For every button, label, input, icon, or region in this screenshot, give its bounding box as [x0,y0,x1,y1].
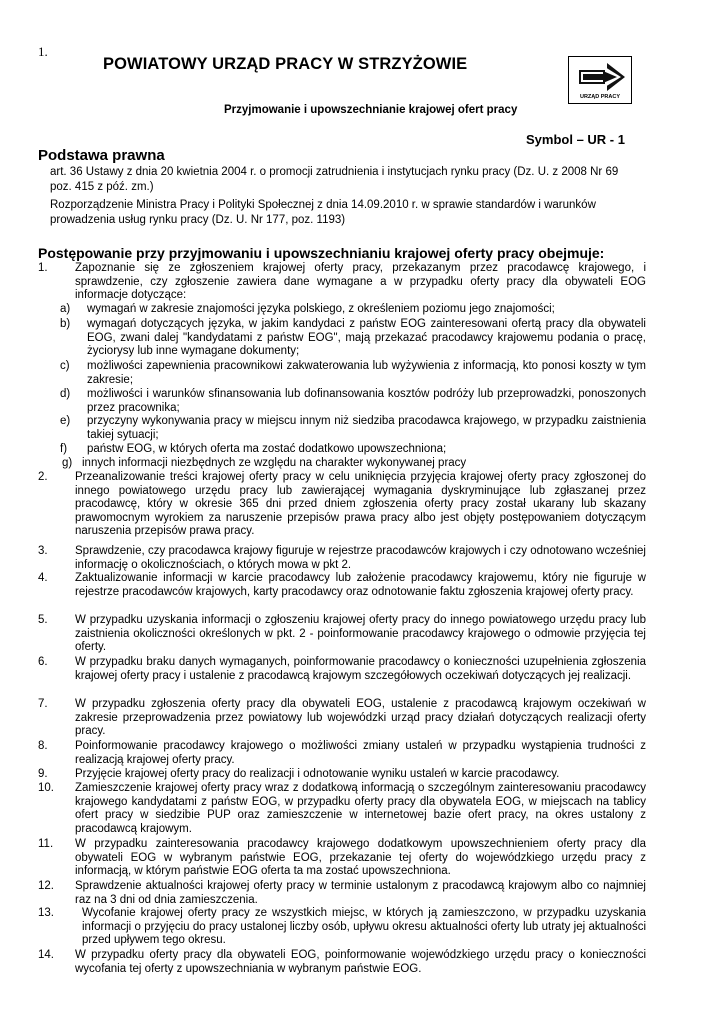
procedure-subitem [60,415,646,442]
procedure-subitem [60,388,646,415]
item-text: Przeanalizowanie treści krajowej oferty pracy w celu uniknięcia przyjęcia krajowej oferty pracy zgłoszonej do innego powiatowego urzędu pracy lub zawierającej wymagania dyskryminujące lub zgłaszanej przez pracodawcę, który w okresie 365 dni przed dniem zgłoszenia oferty pracy został ukarany lub skazany prawomocnym wyrokiem za naruszenie przepisów prawa pracy albo jest objęty postępowaniem dotyczącym naruszenia przepisów prawa pracy. [75,471,646,538]
item-number: 11. [38,838,54,850]
item-text: Przyjęcie krajowej oferty pracy do realizacji i odnotowanie wyniku ustaleń w karcie pracodawcy. [75,768,560,780]
procedure-item [38,782,646,836]
legal-basis-item: art. 36 Ustawy z dnia 20 kwietnia 2004 r. o promocji zatrudnienia i instytucjach rynku pracy (Dz. U. z 2008 Nr 69 poz. 415 z póź. zm.) [50,166,619,193]
procedure-item [38,262,646,303]
item-text: Zamieszczenie krajowej oferty pracy wraz z dodatkową informacją o szczególnym zainteresowaniu pracodawcy krajowego kandydatami z państw EOG, w przypadku oferty pracy dla obywatela EOG, w miejscach na tablicy ofert pracy w siedzibie PUP oraz zamieszczenie w internetowej bazie ofert pracy, na okres ustalony z pracodawcą krajowym. [75,782,646,835]
legal-basis-item: Rozporządzenie Ministra Pracy i Polityki Społecznej z dnia 14.09.2010 r. w sprawie standardów i warunków prowadzenia usług rynku pracy (Dz. U. Nr 177, poz. 1193) [50,199,596,226]
page-title: POWIATOWY URZĄD PRACY W STRZYŻOWIE [103,55,468,73]
item-text: Sprawdzenie, czy pracodawca krajowy figuruje w rejestrze pracodawców krajowych i czy odnotowano wcześniej informację o okolicznościach, o których mowa w pkt 2. [75,545,646,571]
subitem-letter: a) [60,303,71,315]
subitem-text: możliwości i warunków sfinansowania lub dofinansowania kosztów podróży lub przeprowadzki, ponoszonych przez pracownika; [87,388,646,414]
item-number: 14. [38,949,54,961]
item-text: Sprawdzenie aktualności krajowej oferty pracy w terminie ustalonym z pracodawcą krajowym albo co najmniej raz na 3 dni od dnia zamieszczenia. [75,880,646,906]
procedure-item [38,572,646,599]
item-number: 6. [38,656,48,668]
subitem-letter: b) [60,318,71,330]
procedure-subitem [60,443,646,457]
procedure-item [38,614,646,655]
procedure-heading: Postępowanie przy przyjmowaniu i upowszechnianiu krajowej oferty pracy obejmuje: [38,245,605,261]
logo-text: URZĄD PRACY [579,94,621,100]
document-subtitle: Przyjmowanie i upowszechnianie krajowej ofert pracy [224,104,518,116]
subitem-letter: d) [60,388,71,400]
subitem-text: możliwości zapewnienia pracownikowi zakwaterowania lub wyżywienia z informacją, kto ponosi koszty w tym zakresie; [87,360,646,386]
procedure-item [38,656,646,683]
item-text: Poinformowanie pracodawcy krajowego o możliwości zmiany ustaleń w przypadku wystąpienia trudności z realizacją krajowej oferty pracy. [75,740,646,766]
item-text: W przypadku zainteresowania pracodawcy krajowego dodatkowym upowszechnieniem oferty pracy dla obywateli EOG w wybranym państwie EOG, przekazanie tej oferty do wojewódzkiego urzędu pracy z informacją, w którym państwie EOG oferta ta ma zostać upowszechniona. [75,838,646,878]
document-symbol: Symbol – UR - 1 [526,132,625,147]
subitem-letter: f) [60,443,68,455]
item-number: 3. [38,545,48,557]
procedure-item [38,740,646,767]
subitem-text: państw EOG, w których oferta ma zostać dodatkowo upowszechniona; [87,443,447,455]
procedure-subitem [60,318,646,359]
procedure-subitem [62,457,648,471]
item-number: 8. [38,740,48,752]
procedure-subitem [60,303,646,317]
item-number: 1. [38,262,48,274]
item-number: 5. [38,614,48,626]
item-text: W przypadku braku danych wymaganych, poinformowanie pracodawcy o konieczności uzupełnienia zgłoszenia krajowej oferty pracy i ustalenie z pracodawcą krajowym szczegółowych oczekiwań dotyczących jej realizacji. [75,656,646,682]
procedure-subitem [60,360,646,387]
procedure-item [38,471,646,539]
item-number: 2. [38,471,48,483]
subitem-text: wymagań dotyczących języka, w jakim kandydaci z państw EOG zainteresowani ofertą pracy dla obywateli EOG, zwani dalej "kandydatami z państw EOG", mają przekazać pracodawcy krajowemu podania o pracę, życiorysy lub inne wymagane dokumenty; [87,318,646,358]
item-number: 4. [38,572,48,584]
item-text: W przypadku oferty pracy dla obywateli EOG, poinformowanie wojewódzkiego urzędu pracy o konieczności wycofania tej oferty z upowszechniania w wybranym państwie EOG. [75,949,646,975]
subitem-letter: c) [60,360,70,372]
page-number: 1. [38,44,48,59]
legal-basis-heading: Podstawa prawna [38,147,165,164]
arrow-right-icon [569,57,631,103]
item-text: W przypadku zgłoszenia oferty pracy dla obywateli EOG, ustalenie z pracodawcą krajowym oczekiwań w zakresie przeprowadzenia przez powiatowy lub wojewódzki urząd pracy działań dotyczących realizacji oferty pracy. [75,698,646,738]
procedure-item [38,838,646,879]
item-number: 13. [38,907,54,919]
office-logo [568,56,632,104]
subitem-text: innych informacji niezbędnych ze względu na charakter wykonywanej pracy [82,457,467,469]
procedure-item [38,880,646,907]
subitem-letter: g) [62,457,73,469]
procedure-item [38,768,646,782]
item-number: 9. [38,768,48,780]
item-text: Zaktualizowanie informacji w karcie pracodawcy lub założenie pracodawcy krajowemu, który nie figuruje w rejestrze pracodawców krajowych, karty pracodawcy oraz odnotowanie faktu zgłoszenia krajowej oferty pracy. [75,572,646,598]
item-number: 12. [38,880,54,892]
item-text: Wycofanie krajowej oferty pracy ze wszystkich miejsc, w których ją zamieszczono, w przypadku uzyskania informacji o przyjęciu do pracy ustalonej liczby osób, upływu okresu aktualności oferty lub utraty jej aktualności przed upływem tego okresu. [82,907,646,947]
procedure-item [38,907,646,948]
subitem-text: przyczyny wykonywania pracy w miejscu innym niż siedziba pracodawca krajowego, w przypadku zaistnienia takiej sytuacji; [87,415,646,441]
subitem-text: wymagań w zakresie znajomości języka polskiego, z określeniem poziomu jego znajomości; [87,303,555,315]
item-text: Zapoznanie się ze zgłoszeniem krajowej oferty pracy, przekazanym przez pracodawcę krajowego, i sprawdzenie, czy zgłoszenie zawiera dane wymagane a w przypadku oferty pracy dla obywateli EOG informacje dotyczące: [75,262,646,302]
item-number: 7. [38,698,48,710]
procedure-item [38,698,646,739]
procedure-item [38,545,646,572]
item-text: W przypadku uzyskania informacji o zgłoszeniu krajowej oferty pracy do innego powiatowego urzędu pracy lub zaistnienia okoliczności określonych w pkt. 2 - poinformowanie pracodawcy krajowego o odmowie przyjęcia tej oferty. [75,614,646,654]
procedure-item [38,949,646,976]
subitem-letter: e) [60,415,71,427]
item-number: 10. [38,782,54,794]
